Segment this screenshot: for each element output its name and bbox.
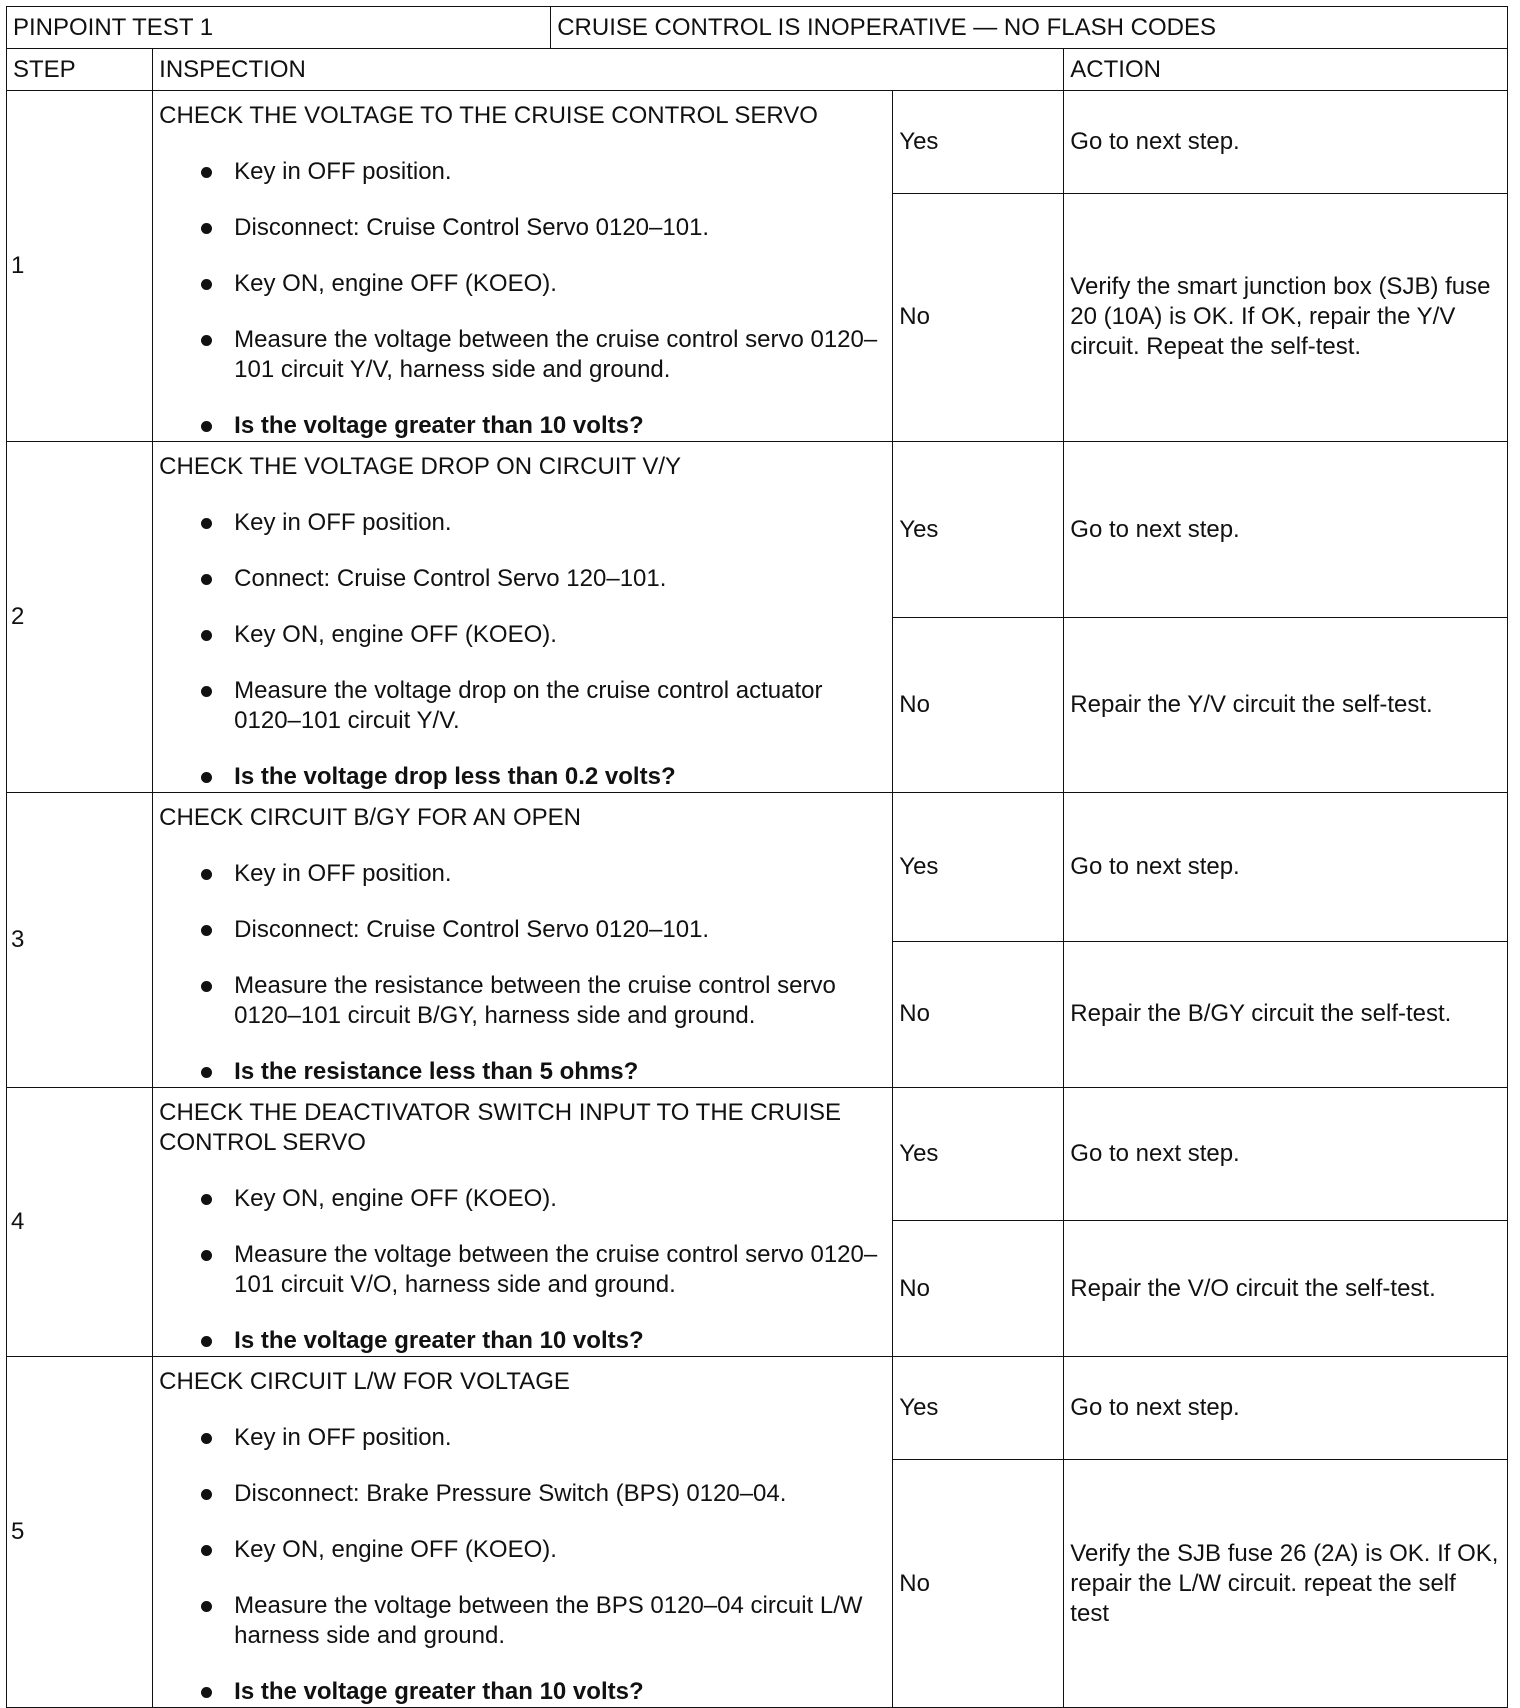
inspection-question-text: Is the resistance less than 5 ohms?	[234, 1058, 639, 1085]
no-action: Verify the SJB fuse 26 (2A) is OK. If OK, repair the L/W circuit. repeat the self test	[1064, 1460, 1508, 1708]
inspection-title: CHECK THE VOLTAGE DROP ON CIRCUIT V/Y	[159, 453, 682, 480]
inspection-question	[159, 1326, 886, 1356]
inspection-bullet-text: Measure the voltage between the cruise control servo 0120–101 circuit Y/V, harness side and ground.	[234, 326, 878, 383]
inspection-bullet-text: Connect: Cruise Control Servo 120–101.	[234, 565, 667, 592]
inspection-bullet-text: Key in OFF position.	[234, 509, 452, 536]
bullet-icon	[201, 518, 212, 529]
bullet-icon	[201, 869, 212, 880]
inspection-title: CHECK CIRCUIT L/W FOR VOLTAGE	[159, 1368, 570, 1395]
yes-answer: Yes	[893, 1357, 1064, 1460]
yes-action: Go to next step.	[1064, 91, 1508, 194]
yes-action: Go to next step.	[1064, 442, 1508, 618]
bullet-icon	[201, 1336, 212, 1347]
inspection-bullets	[159, 859, 886, 1087]
inspection-bullet	[159, 1240, 886, 1300]
inspection-bullet	[159, 508, 886, 538]
inspection-bullet-text: Measure the voltage between the BPS 0120–04 circuit L/W harness side and ground.	[234, 1592, 863, 1649]
no-answer: No	[893, 618, 1064, 793]
bullet-icon	[201, 1433, 212, 1444]
step-row	[7, 1088, 1508, 1221]
inspection-bullet-text: Measure the resistance between the cruise control servo 0120–101 circuit B/GY, harness side and ground.	[234, 972, 836, 1029]
step-column-header: STEP	[7, 49, 153, 91]
inspection-question-text: Is the voltage greater than 10 volts?	[234, 412, 644, 439]
inspection-bullet-text: Key in OFF position.	[234, 860, 452, 887]
symptom-title: CRUISE CONTROL IS INOPERATIVE — NO FLASH CODES	[551, 7, 1508, 49]
step-number: 5	[7, 1357, 153, 1708]
inspection-cell	[153, 442, 893, 793]
inspection-bullet-text: Measure the voltage drop on the cruise control actuator 0120–101 circuit Y/V.	[234, 677, 823, 734]
bullet-icon	[201, 1687, 212, 1698]
inspection-title: CHECK THE DEACTIVATOR SWITCH INPUT TO THE CRUISE CONTROL SERVO	[159, 1099, 842, 1156]
step-number: 1	[7, 91, 153, 442]
no-answer: No	[893, 193, 1064, 441]
no-answer: No	[893, 1221, 1064, 1357]
inspection-bullet-text: Disconnect: Cruise Control Servo 0120–101.	[234, 916, 710, 943]
inspection-bullet	[159, 269, 886, 299]
no-answer: No	[893, 941, 1064, 1088]
inspection-bullet-text: Key in OFF position.	[234, 158, 452, 185]
steps-body	[7, 91, 1508, 1708]
inspection-bullet	[159, 1184, 886, 1214]
step-number: 2	[7, 442, 153, 793]
yes-answer: Yes	[893, 793, 1064, 942]
no-action: Repair the B/GY circuit the self-test.	[1064, 941, 1508, 1088]
step-number: 4	[7, 1088, 153, 1357]
bullet-icon	[201, 772, 212, 783]
inspection-bullet-text: Disconnect: Brake Pressure Switch (BPS) 0120–04.	[234, 1480, 787, 1507]
no-answer: No	[893, 1460, 1064, 1708]
inspection-bullets	[159, 1423, 886, 1707]
inspection-cell	[153, 793, 893, 1088]
no-action: Repair the V/O circuit the self-test.	[1064, 1221, 1508, 1357]
inspection-bullet	[159, 213, 886, 243]
bullet-icon	[201, 1067, 212, 1078]
inspection-question	[159, 1677, 886, 1707]
step-row	[7, 442, 1508, 618]
title-row	[7, 7, 1508, 49]
inspection-question-text: Is the voltage greater than 10 volts?	[234, 1327, 644, 1354]
yes-answer: Yes	[893, 1088, 1064, 1221]
bullet-icon	[201, 981, 212, 992]
inspection-cell	[153, 91, 893, 442]
inspection-bullet	[159, 676, 886, 736]
step-row	[7, 793, 1508, 942]
bullet-icon	[201, 167, 212, 178]
bullet-icon	[201, 335, 212, 346]
inspection-bullet	[159, 1591, 886, 1651]
no-action: Verify the smart junction box (SJB) fuse 20 (10A) is OK. If OK, repair the Y/V circuit. Repeat the self-test.	[1064, 193, 1508, 441]
inspection-bullet	[159, 1535, 886, 1565]
bullet-icon	[201, 223, 212, 234]
inspection-question-text: Is the voltage drop less than 0.2 volts?	[234, 763, 676, 790]
inspection-bullet	[159, 157, 886, 187]
inspection-title: CHECK CIRCUIT B/GY FOR AN OPEN	[159, 804, 582, 831]
inspection-bullets	[159, 1184, 886, 1356]
inspection-bullet-text: Key in OFF position.	[234, 1424, 452, 1451]
yes-action: Go to next step.	[1064, 1088, 1508, 1221]
inspection-bullet	[159, 1423, 886, 1453]
inspection-title: CHECK THE VOLTAGE TO THE CRUISE CONTROL SERVO	[159, 102, 818, 129]
inspection-bullet	[159, 564, 886, 594]
inspection-bullet-text: Measure the voltage between the cruise control servo 0120–101 circuit V/O, harness side and ground.	[234, 1241, 878, 1298]
inspection-bullet	[159, 859, 886, 889]
inspection-bullet	[159, 1479, 886, 1509]
inspection-bullet-text: Disconnect: Cruise Control Servo 0120–101.	[234, 214, 710, 241]
column-header-row	[7, 49, 1508, 91]
bullet-icon	[201, 1545, 212, 1556]
bullet-icon	[201, 279, 212, 290]
bullet-icon	[201, 1489, 212, 1500]
yes-action: Go to next step.	[1064, 1357, 1508, 1460]
step-row	[7, 1357, 1508, 1460]
yes-answer: Yes	[893, 91, 1064, 194]
bullet-icon	[201, 1194, 212, 1205]
test-title: PINPOINT TEST 1	[7, 7, 551, 49]
inspection-bullet-text: Key ON, engine OFF (KOEO).	[234, 1536, 557, 1563]
action-column-header: ACTION	[1064, 49, 1508, 91]
bullet-icon	[201, 630, 212, 641]
bullet-icon	[201, 574, 212, 585]
step-row	[7, 91, 1508, 194]
inspection-bullet-text: Key ON, engine OFF (KOEO).	[234, 621, 557, 648]
inspection-question	[159, 762, 886, 792]
inspection-bullets	[159, 157, 886, 441]
bullet-icon	[201, 686, 212, 697]
yes-action: Go to next step.	[1064, 793, 1508, 942]
inspection-question-text: Is the voltage greater than 10 volts?	[234, 1678, 644, 1705]
inspection-bullet	[159, 325, 886, 385]
inspection-cell	[153, 1088, 893, 1357]
inspection-question	[159, 1057, 886, 1087]
inspection-bullet-text: Key ON, engine OFF (KOEO).	[234, 270, 557, 297]
no-action: Repair the Y/V circuit the self-test.	[1064, 618, 1508, 793]
bullet-icon	[201, 925, 212, 936]
inspection-bullet	[159, 971, 886, 1031]
inspection-cell	[153, 1357, 893, 1708]
yes-answer: Yes	[893, 442, 1064, 618]
inspection-bullets	[159, 508, 886, 792]
inspection-column-header: INSPECTION	[153, 49, 1064, 91]
bullet-icon	[201, 1250, 212, 1261]
inspection-bullet-text: Key ON, engine OFF (KOEO).	[234, 1185, 557, 1212]
inspection-bullet	[159, 915, 886, 945]
bullet-icon	[201, 1601, 212, 1612]
inspection-question	[159, 411, 886, 441]
step-number: 3	[7, 793, 153, 1088]
pinpoint-test-table	[6, 6, 1508, 1708]
inspection-bullet	[159, 620, 886, 650]
bullet-icon	[201, 421, 212, 432]
